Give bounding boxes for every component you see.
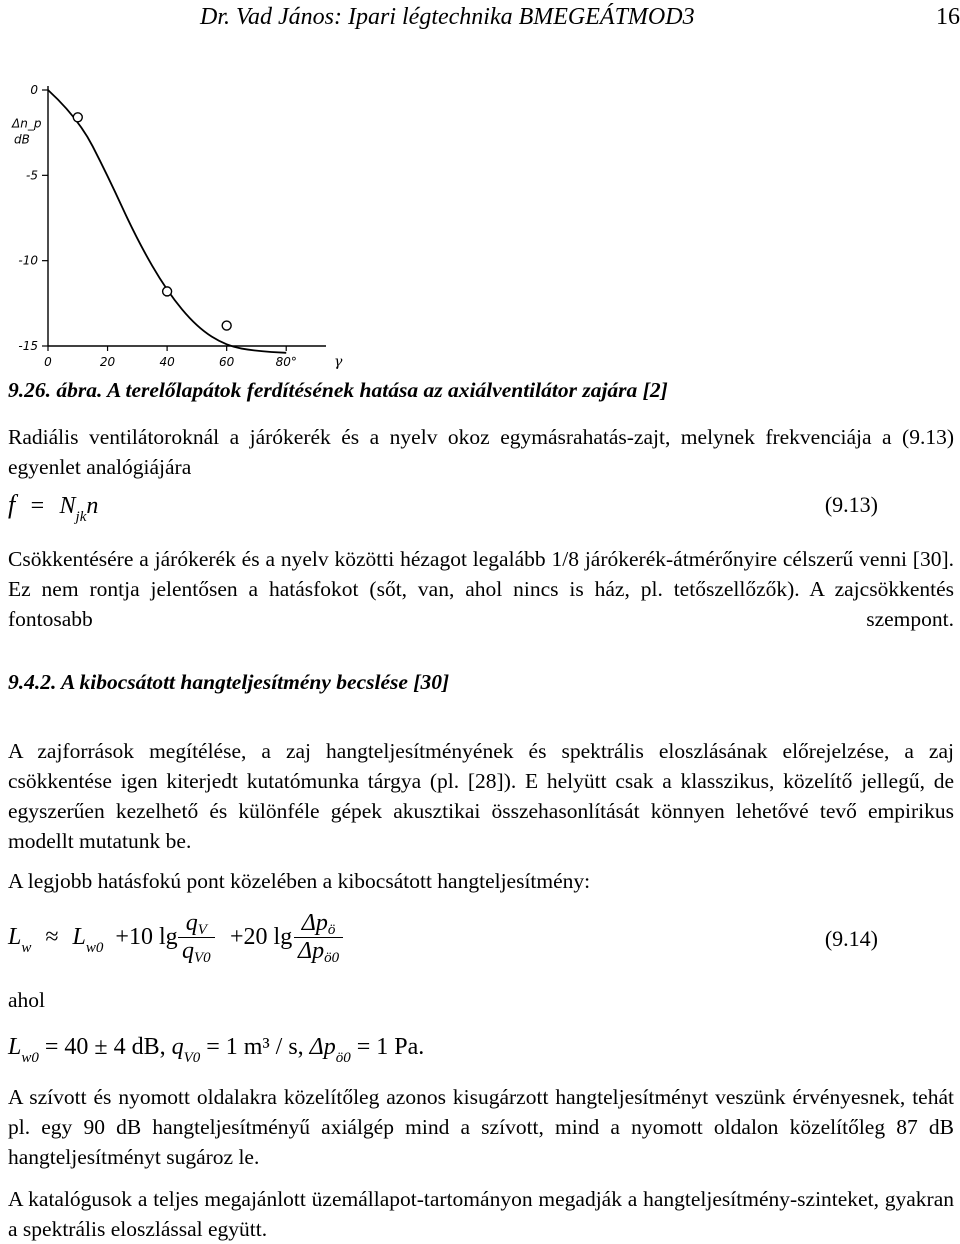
def-p1-sub: w0 — [21, 1050, 39, 1066]
y-axis-unit: dB — [14, 132, 30, 147]
x-tick-label: 0 — [44, 355, 52, 369]
eq914-den1-sub: V0 — [194, 950, 211, 966]
equation-definitions — [8, 1034, 425, 1066]
y-tick-label: -15 — [18, 339, 38, 353]
eq913-f: f — [8, 490, 16, 519]
x-tick-label: 80° — [275, 355, 297, 369]
eq914-den2: Δp — [298, 938, 325, 964]
eq914-lhs-sub: w — [21, 940, 32, 956]
eq914-lhs: L — [8, 924, 22, 950]
eq913-N: N — [59, 493, 76, 519]
eq914-l0: L — [72, 924, 86, 950]
paragraph-noise-sources: A zajforrások megítélése, a zaj hangteljesítményének és spektrális eloszlásának előrejelzése, a zaj csökkentése igen kiterjedt kutatómunka tárgya (pl. [28]). E helyütt csak a klasszikus, közelítő jellegű, de egyszerűen kezelhető és különféle gépek akusztikai összehasonlítását könnyen lehetővé tevő empirikus modellt mutatunk be. — [8, 739, 954, 853]
x-tick-label: 20 — [99, 355, 116, 369]
eq914-fraction-p — [294, 910, 343, 965]
word-ahol: ahol — [8, 988, 46, 1012]
eq914-num1: q — [185, 910, 198, 936]
y-tick-label: -10 — [18, 253, 38, 268]
eq914-approx: ≈ — [45, 924, 59, 950]
y-tick-label: 0 — [30, 83, 38, 97]
def-p5-sub: ö0 — [335, 1050, 351, 1066]
eq913-label: (9.13) — [824, 492, 878, 517]
eq913-sub: jk — [75, 509, 87, 525]
y-tick-label: -5 — [26, 168, 38, 183]
eq914-num2-sub: ö — [327, 922, 336, 938]
paragraph-gap-text: Csökkentésére a járókerék és a nyelv közötti hézagot legalább 1/8 járókerék-átmérőnyire célszerű venni [30]. Ez nem rontja jelentősen a hatásfokot (sőt, van, ahol nincs is ház, pl. tetőszellőzők). A zajcsökkentés fontosabb szempont. — [8, 547, 954, 631]
eq914-term2: +20 lg — [230, 924, 293, 950]
paragraph-suction-pressure: A szívott és nyomott oldalakra közelítőleg azonos kisugárzott hangteljesítményt veszünk érvényesnek, tehát pl. egy 90 dB hangteljesítményű axiálgép mind a szívott, mind a nyomott oldalon közelítőleg 87 dB hangteljesítményt sugároz le. — [8, 1085, 954, 1169]
figure-caption: 9.26. ábra. A terelőlapátok ferdítésének hatása az axiálventilátor zajára [2] — [8, 378, 668, 402]
eq914-l0-sub: w0 — [85, 940, 104, 956]
data-point — [163, 287, 172, 296]
eq914-num1-sub: V — [197, 922, 207, 938]
equation-9-13 — [8, 490, 954, 525]
def-p3-sub: V0 — [183, 1050, 201, 1066]
def-p6: = 1 Pa. — [356, 1034, 425, 1060]
paragraph-gap — [8, 544, 954, 634]
eq914-label: (9.14) — [824, 926, 878, 951]
x-axis-symbol: γ — [334, 354, 343, 370]
series-line — [48, 90, 286, 353]
eq913-equals: = — [30, 493, 45, 519]
def-p2: = 40 ± 4 dB, — [44, 1034, 166, 1060]
paragraph-best-efficiency: A legjobb hatásfokú pont közelében a kibocsátott hangteljesítmény: — [8, 869, 591, 893]
eq914-fraction-q — [178, 910, 215, 965]
header-title: Dr. Vad János: Ipari légtechnika BMEGEÁTMOD3 — [200, 4, 695, 30]
equation-9-14 — [8, 910, 954, 980]
page-header — [200, 4, 960, 31]
y-axis-label: Δn_p — [12, 116, 42, 131]
eq913-n: n — [86, 493, 99, 519]
def-p4: = 1 m³ / s, — [206, 1034, 304, 1060]
eq914-den1: q — [182, 938, 194, 964]
paragraph-catalogues: A katalógusok a teljes megajánlott üzemállapot-tartományon megadják a hangteljesítmény-szinteket, gyakran a spektrális eloszlással együtt. — [8, 1187, 954, 1241]
eq914-den2-sub: ö0 — [324, 950, 340, 966]
eq914-num2: Δp — [301, 910, 328, 936]
def-p3: q — [171, 1034, 184, 1060]
section-heading: 9.4.2. A kibocsátott hangteljesítmény becslése [30] — [8, 670, 450, 694]
data-point — [222, 321, 231, 330]
paragraph-radial-noise: Radiális ventilátoroknál a járókerék és a nyelv okoz egymásrahatás-zajt, melynek frekvenciája a (9.13) egyenlet analógiájára — [8, 425, 954, 479]
def-p5: Δp — [309, 1034, 336, 1060]
eq914-term1: +10 lg — [115, 924, 178, 950]
data-point — [73, 113, 82, 122]
x-tick-label: 40 — [159, 355, 175, 369]
x-tick-label: 60 — [219, 355, 235, 369]
noise-reduction-chart — [0, 60, 360, 380]
def-p1: L — [8, 1034, 22, 1060]
page-number: 16 — [936, 4, 960, 30]
